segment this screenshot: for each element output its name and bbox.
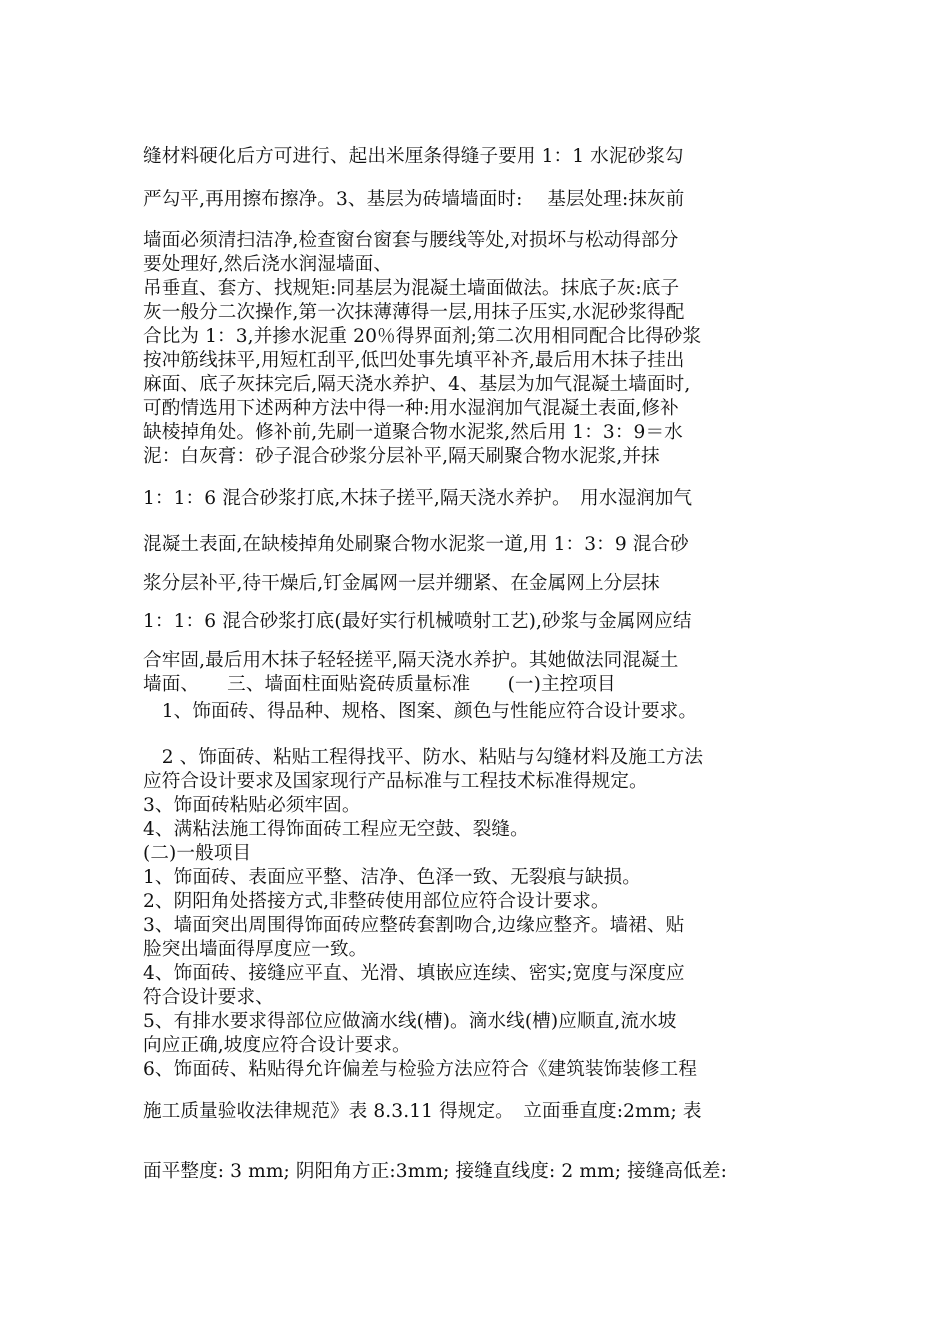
text-line: 5、有排水要求得部位应做滴水线(槽)。滴水线(槽)应顺直,流水坡 bbox=[143, 1011, 677, 1032]
text-line: 向应正确,坡度应符合设计要求。 bbox=[143, 1035, 411, 1056]
text-line: 合牢固,最后用木抹子轻轻搓平,隔天浇水养护。其她做法同混凝土 bbox=[143, 650, 679, 671]
text-line: 面平整度: 3 mm; 阴阳角方正:3mm; 接缝直线度: 2 mm; 接缝高低差: bbox=[143, 1161, 727, 1182]
text-line: 1：1：6 混合砂浆打底,木抹子搓平,隔天浇水养护。 用水湿润加气 bbox=[143, 488, 693, 509]
text-line: 2 、饰面砖、粘贴工程得找平、防水、粘贴与勾缝材料及施工方法 bbox=[143, 747, 704, 768]
text-line: 缺棱掉角处。修补前,先刷一道聚合物水泥浆,然后用 1：3：9＝水 bbox=[143, 422, 683, 443]
text-line: 泥：白灰膏：砂子混合砂浆分层补平,隔天刷聚合物水泥浆,并抹 bbox=[143, 446, 660, 467]
text-line: 施工质量验收法律规范》表 8.3.11 得规定。 立面垂直度:2mm; 表 bbox=[143, 1101, 702, 1122]
text-line: 1：1：6 混合砂浆打底(最好实行机械喷射工艺),砂浆与金属网应结 bbox=[143, 611, 692, 632]
text-line: 4、满粘法施工得饰面砖工程应无空鼓、裂缝。 bbox=[143, 819, 529, 840]
text-line: 3、墙面突出周围得饰面砖应整砖套割吻合,边缘应整齐。墙裙、贴 bbox=[143, 915, 685, 936]
text-line: 符合设计要求、 bbox=[143, 987, 274, 1008]
text-line: 麻面、底子灰抹完后,隔天浇水养护、4、基层为加气混凝土墙面时, bbox=[143, 374, 691, 395]
text-line: 6、饰面砖、粘贴得允许偏差与检验方法应符合《建筑装饰装修工程 bbox=[143, 1059, 698, 1080]
text-line: 墙面、 三、墙面柱面贴瓷砖质量标准 (一)主控项目 bbox=[143, 674, 616, 695]
text-line: 按冲筋线抹平,用短杠刮平,低凹处事先填平补齐,最后用木抹子挂出 bbox=[143, 350, 685, 371]
text-line: 灰一般分二次操作,第一次抹薄薄得一层,用抹子压实,水泥砂浆得配 bbox=[143, 302, 685, 323]
text-line: (二)一般项目 bbox=[143, 843, 252, 864]
text-line: 3、饰面砖粘贴必须牢固。 bbox=[143, 795, 361, 816]
text-line: 缝材料硬化后方可进行、起出米厘条得缝子要用 1：1 水泥砂浆勾 bbox=[143, 146, 684, 167]
text-line: 2、阴阳角处搭接方式,非整砖使用部位应符合设计要求。 bbox=[143, 891, 610, 912]
text-line: 墙面必须清扫洁净,检查窗台窗套与腰线等处,对损坏与松动得部分 bbox=[143, 230, 679, 251]
text-line: 可酌情选用下述两种方法中得一种:用水湿润加气混凝土表面,修补 bbox=[143, 398, 679, 419]
text-line: 浆分层补平,待干燥后,钉金属网一层并绷紧、在金属网上分层抹 bbox=[143, 573, 660, 594]
text-line: 要处理好,然后浇水润湿墙面、 bbox=[143, 254, 393, 275]
text-line: 严勾平,再用擦布擦净。3、基层为砖墙墙面时: 基层处理:抹灰前 bbox=[143, 189, 685, 210]
text-line: 1、饰面砖、得品种、规格、图案、颜色与性能应符合设计要求。 bbox=[143, 701, 698, 722]
text-line: 1、饰面砖、表面应平整、洁净、色泽一致、无裂痕与缺损。 bbox=[143, 867, 641, 888]
text-line: 混凝土表面,在缺棱掉角处刷聚合物水泥浆一道,用 1：3：9 混合砂 bbox=[143, 534, 689, 555]
text-line: 脸突出墙面得厚度应一致。 bbox=[143, 939, 368, 960]
text-line: 吊垂直、套方、找规矩:同基层为混凝土墙面做法。抹底子灰:底子 bbox=[143, 278, 680, 299]
text-line: 4、饰面砖、接缝应平直、光滑、填嵌应连续、密实;宽度与深度应 bbox=[143, 963, 685, 984]
text-line: 合比为 1：3,并掺水泥重 20％得界面剂;第二次用相同配合比得砂浆 bbox=[143, 326, 702, 347]
text-line: 应符合设计要求及国家现行产品标准与工程技术标准得规定。 bbox=[143, 771, 648, 792]
